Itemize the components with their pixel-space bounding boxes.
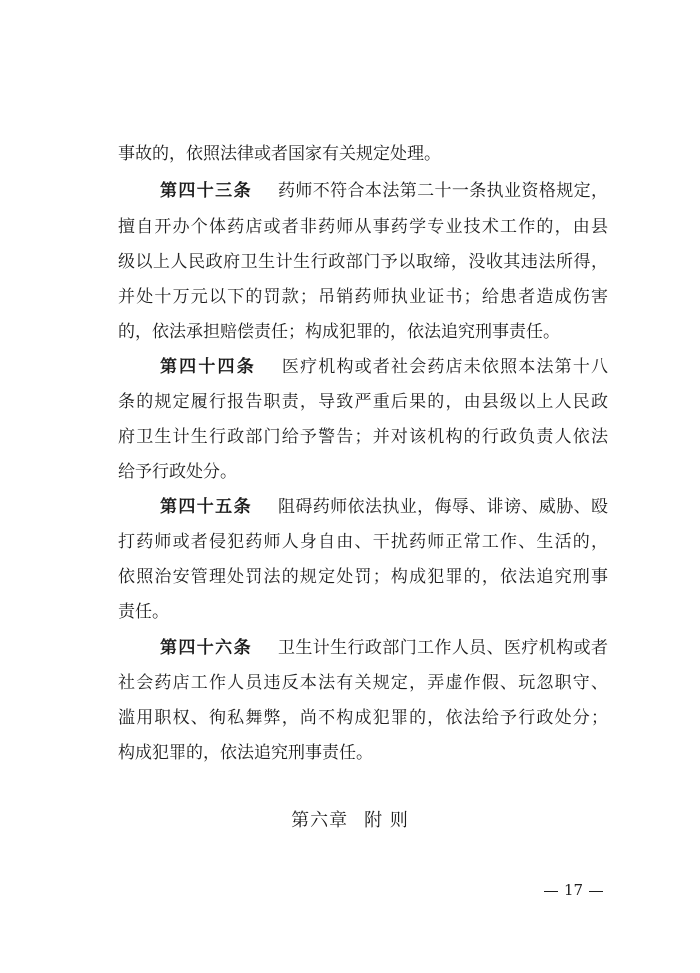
text-line: 打药师或者侵犯药师人身自由、干扰药师正常工作、生活的，: [118, 532, 608, 552]
chapter-title: 附 则: [364, 810, 409, 831]
text-line: 滥用职权、徇私舞弊，尚不构成犯罪的，依法给予行政处分；: [118, 708, 608, 728]
article-45-first-line: 第四十五条 阻碍药师依法执业，侮辱、诽谤、威胁、殴: [160, 497, 609, 517]
chapter-number: 第六章: [291, 810, 349, 831]
text-line: 事故的，依照法律或者国家有关规定处理。: [118, 144, 441, 164]
article-43-title: 第四十三条: [160, 181, 252, 201]
article-46-first-line: 第四十六条 卫生计生行政部门工作人员、医疗机构或者: [160, 638, 609, 658]
text-line: 的，依法承担赔偿责任；构成犯罪的，依法追究刑事责任。: [118, 322, 560, 342]
article-44-title: 第四十四条: [160, 357, 256, 377]
text-line: 责任。: [118, 602, 169, 622]
text-line: 给予行政处分。: [118, 462, 237, 482]
text-line: 擅自开办个体药店或者非药师从事药学专业技术工作的，由县: [118, 217, 608, 237]
chapter-heading: [0, 806, 700, 832]
article-45-title: 第四十五条: [160, 497, 252, 517]
text-line: 府卫生计生行政部门给予警告；并对该机构的行政负责人依法: [118, 427, 608, 447]
article-44-first-line: 第四十四条 医疗机构或者社会药店未依照本法第十八: [160, 357, 609, 377]
text-line: 构成犯罪的，依法追究刑事责任。: [118, 743, 373, 763]
dash-right: [589, 891, 603, 892]
text-line: 级以上人民政府卫生计生行政部门予以取缔，没收其违法所得，: [118, 252, 608, 272]
article-46-title: 第四十六条: [160, 638, 252, 658]
text-line: 依照治安管理处罚法的规定处罚；构成犯罪的，依法追究刑事: [118, 567, 608, 587]
page-number: 17: [538, 881, 609, 899]
dash-left: [544, 891, 558, 892]
text-line: 条的规定履行报告职责，导致严重后果的，由县级以上人民政: [118, 392, 608, 412]
article-43-first-line: 第四十三条 药师不符合本法第二十一条执业资格规定，: [160, 181, 609, 201]
text-line: 社会药店工作人员违反本法有关规定，弄虚作假、玩忽职守、: [118, 673, 608, 693]
text-line: 并处十万元以下的罚款；吊销药师执业证书；给患者造成伤害: [118, 287, 608, 307]
